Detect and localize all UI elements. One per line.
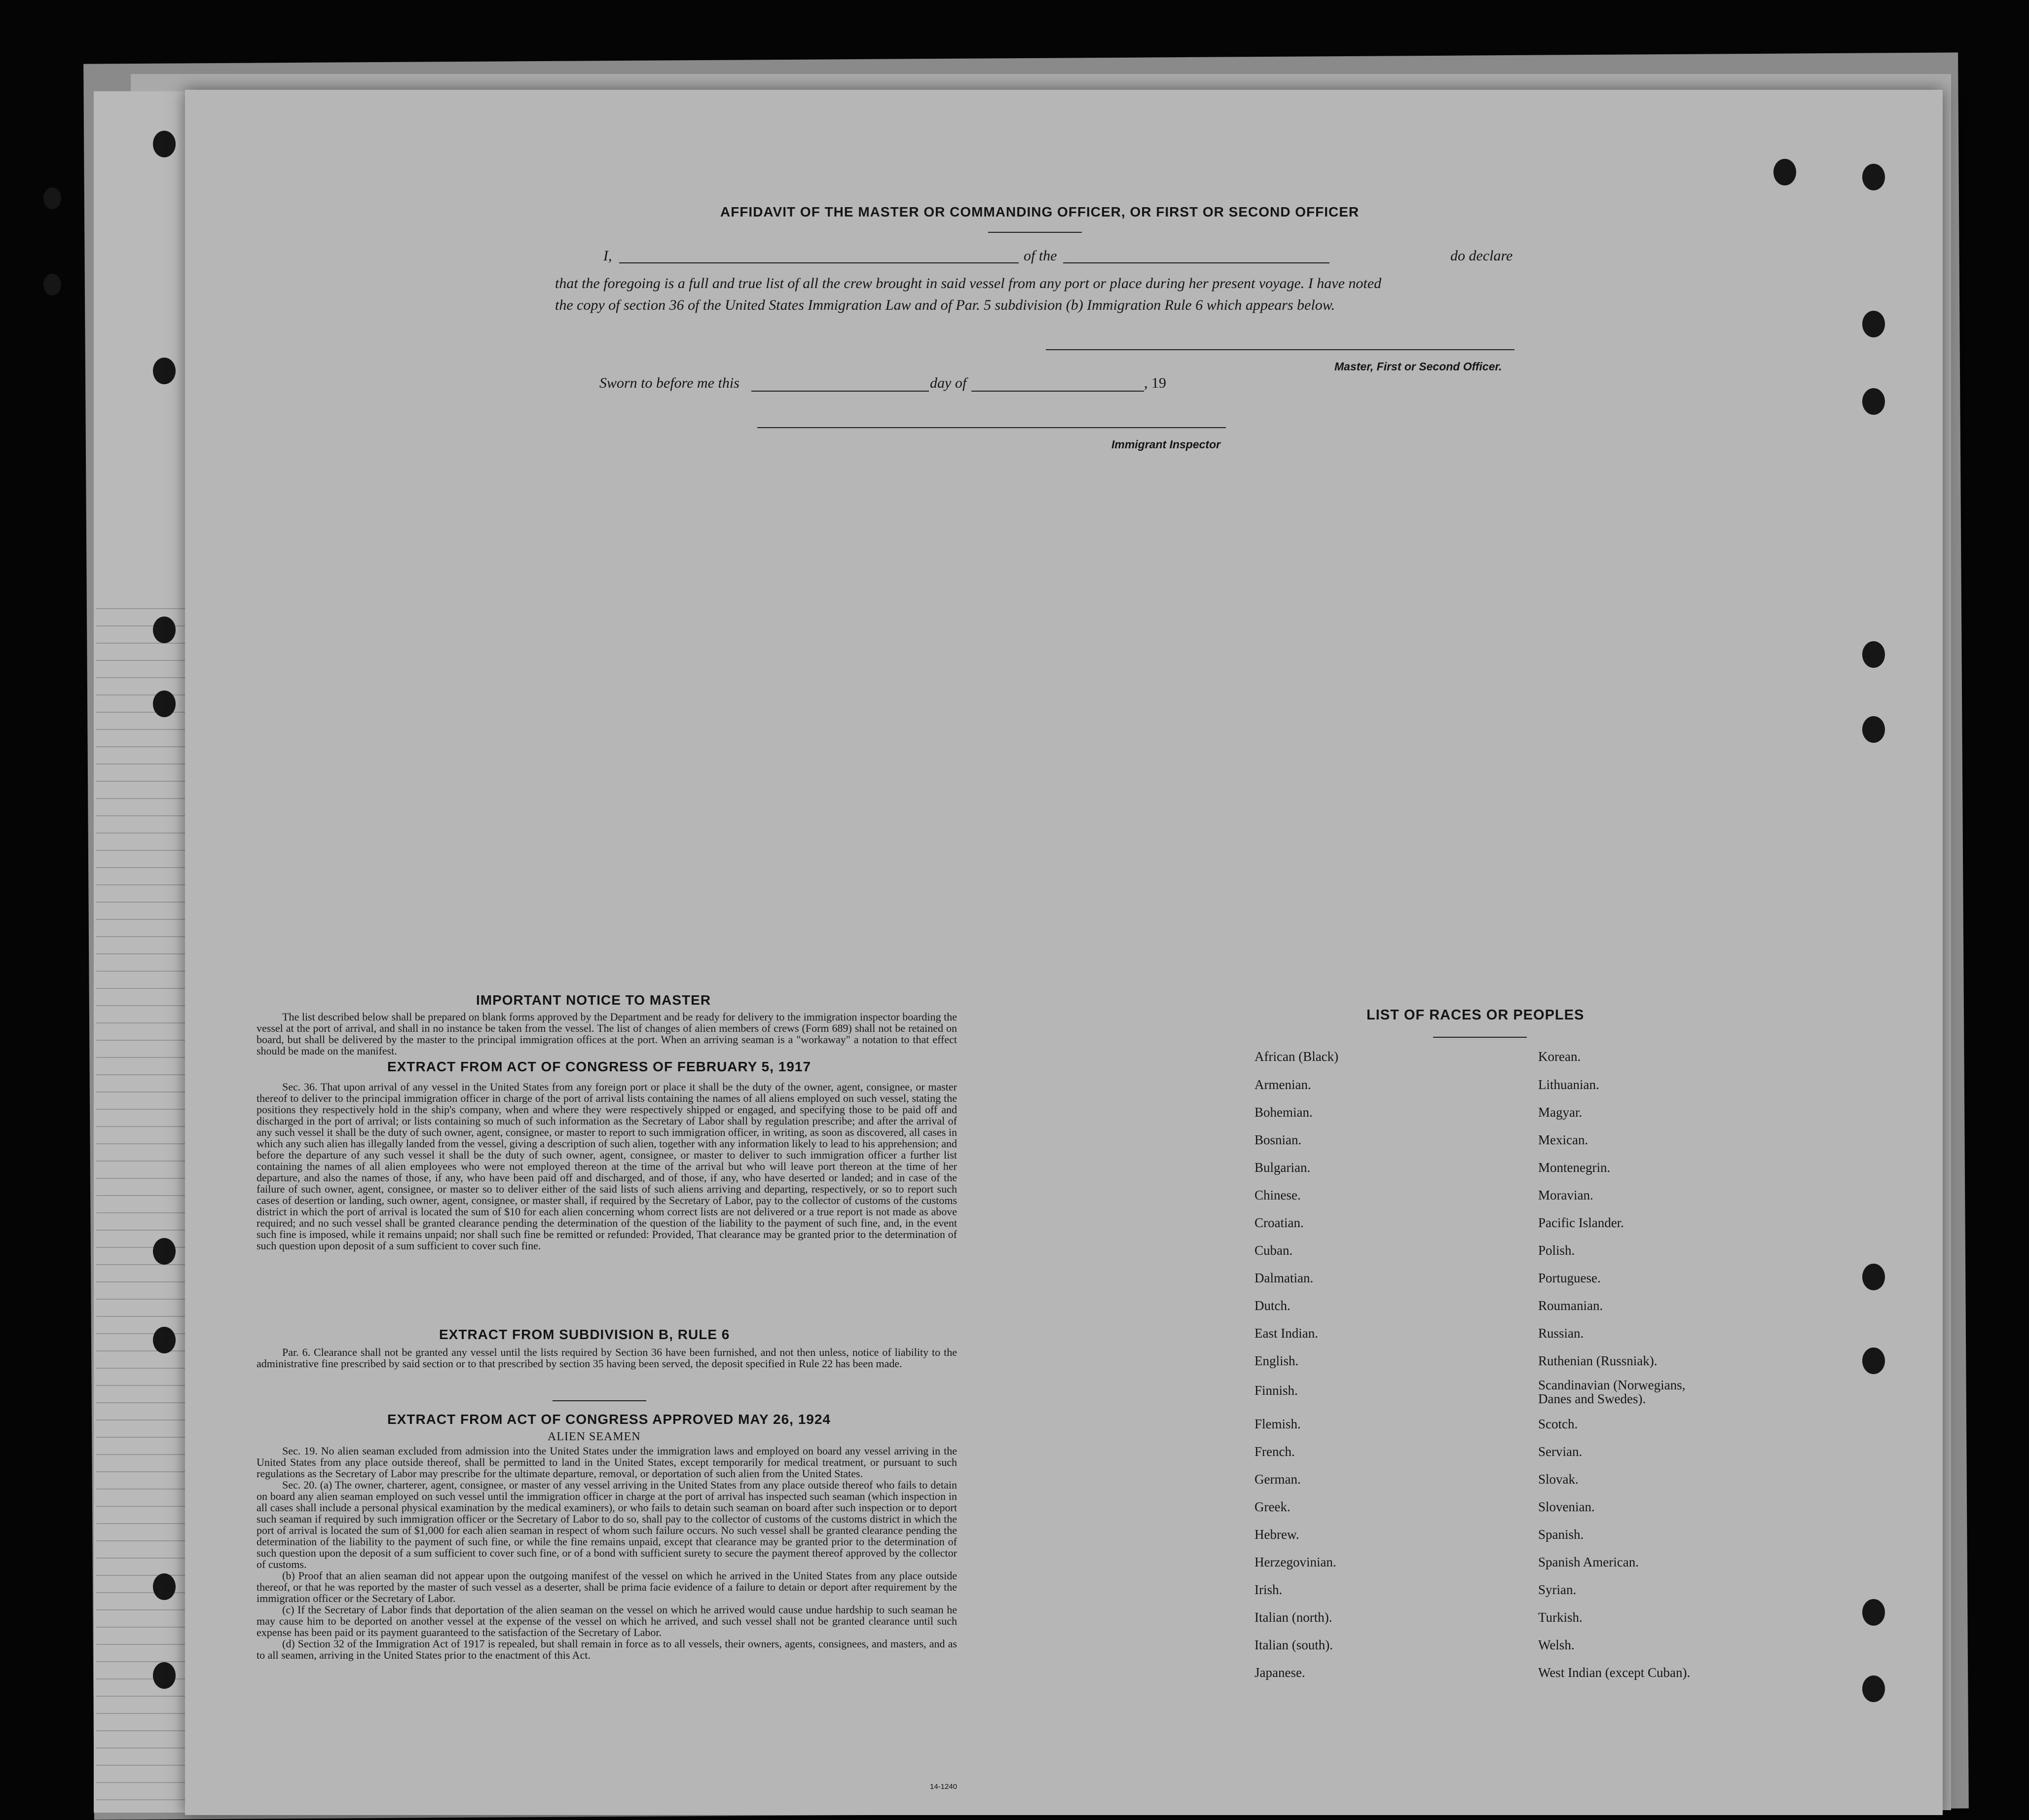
race-item-right: Scotch. [1538,1417,1578,1431]
vessel-blank[interactable] [1063,262,1329,263]
race-item-left: Bulgarian. [1254,1160,1311,1175]
sec-20c-body: (c) If the Secretary of Labor finds that deportation of the alien seaman on the vessel on which he arrived would cause undue hardship to such seaman he may cause him to be deported on another vessel at the expense of the vessel on which he arrived, and such vessel shall not be granted clearance until such expense has been paid or its payment guaranteed to the satisfaction of the Secretary of Labor. [257,1603,957,1638]
extract-1924-title: EXTRACT FROM ACT OF CONGRESS APPROVED MAY 26, 1924 [387,1412,831,1427]
race-item-left: African (Black) [1254,1049,1339,1064]
notice-title: IMPORTANT NOTICE TO MASTER [476,992,711,1008]
punch-hole [1862,388,1885,415]
manifest-page [185,90,1943,1815]
race-item-right: Syrian. [1538,1582,1577,1597]
race-item-right: Lithuanian. [1538,1077,1599,1092]
race-item-right: Ruthenian (Russniak). [1538,1353,1658,1368]
race-item-left: Italian (north). [1254,1610,1332,1625]
punch-hole [1862,716,1885,743]
extract-rule6-title: EXTRACT FROM SUBDIVISION B, RULE 6 [439,1327,730,1342]
race-item-left: Dutch. [1254,1298,1291,1313]
punch-hole [153,1238,176,1265]
race-item-right: Montenegrin. [1538,1160,1611,1175]
sworn-day-blank[interactable] [751,391,929,392]
affidavit-body-2: the copy of section 36 of the United States Immigration Law and of Par. 5 subdivision (b) Immigration Rule 6 which appears below. [555,297,1335,313]
sec-19-paragraph [257,1445,957,1479]
race-item-right: Roumanian. [1538,1298,1603,1313]
race-item-right: Polish. [1538,1243,1575,1258]
race-item-left: Japanese. [1254,1665,1305,1680]
sec-20d-body: (d) Section 32 of the Immigration Act of 1917 is repealed, but shall remain in force as to all vessels, their owners, agents, consignees, and masters, and as to all seamen, arriving in the United States prior to the enactment of this Act. [257,1638,957,1661]
sec-19-body: Sec. 19. No alien seaman excluded from admission into the United States under the immigration laws and employed on board any vessel arriving in the United States from any place outside thereof, shall be permitted to land in the United States, except temporarily for medical treatment, or pursuant to such regulations as the Secretary of Labor may prescribe for the ultimate departure, removal, or deportation of such alien from the United States. [257,1445,957,1480]
inspector-signature-line[interactable] [757,427,1226,428]
form-number: 14-1240 [930,1783,958,1791]
race-item-right: Mexican. [1538,1132,1588,1147]
inspector-caption: Immigrant Inspector [1111,438,1221,451]
punch-hole [153,1662,176,1689]
race-item-right: Slovak. [1538,1472,1579,1487]
sworn-label: Sworn to before me this [599,375,739,391]
affidavit-title: AFFIDAVIT OF THE MASTER OR COMMANDING OFFICER, OR FIRST OR SECOND OFFICER [720,204,1360,219]
race-item-left: Greek. [1254,1499,1291,1514]
affidavit-body-1: that the foregoing is a full and true list of all the crew brought in said vessel from any port or place during her present voyage. I have noted [555,275,1382,291]
race-item-left: Herzegovinian. [1254,1555,1336,1569]
punch-hole [153,617,176,643]
signature-line[interactable] [1046,349,1514,350]
punch-hole [1862,641,1885,668]
par-6-body: Par. 6. Clearance shall not be granted any vessel until the lists required by Section 36 have been furnished, and not then unless, notice of liability to the administrative fine prescribed by said section or to that prescribed by section 35 having been served, the deposit specified in Rule 22 has been made. [257,1346,957,1370]
race-item-right: Russian. [1538,1326,1584,1341]
races-title: LIST OF RACES OR PEOPLES [1366,1007,1585,1023]
sec-20a-paragraph [257,1479,957,1570]
race-item-right: Magyar. [1538,1105,1583,1120]
race-item-left: Croatian. [1254,1215,1304,1230]
race-item-right: Turkish. [1538,1610,1583,1625]
race-item-right: Spanish. [1538,1527,1584,1542]
race-item-right: Moravian. [1538,1188,1593,1202]
race-item-left: Cuban. [1254,1243,1293,1258]
punch-hole [1862,1264,1885,1290]
day-of-label: day of [930,375,967,391]
punch-hole [1862,1347,1885,1374]
notice-body: The list described below shall be prepared on blank forms approved by the Department and be ready for delivery to the immigration inspector boarding the vessel at the port of arrival, and shall in no instance be taken from the vessel. The list of changes of alien members of crews (Form 689) shall not be retained on board, but shall be delivered by the master to the principal immigration offices at the port. When an arriving seaman is a "workaway" a notation to that effect should be made on the manifest. [257,1011,957,1057]
punch-hole [1862,1675,1885,1702]
race-item-left: French. [1254,1444,1295,1459]
race-item-right: Slovenian. [1538,1499,1595,1514]
punch-hole [1862,164,1885,190]
punch-hole [153,691,176,717]
month-blank[interactable] [971,391,1144,392]
race-item-right: Spanish American. [1538,1555,1639,1569]
race-item-left: Hebrew. [1254,1527,1299,1542]
race-item-right: Korean. [1538,1049,1581,1064]
punch-hole [1862,311,1885,337]
race-item-left: Flemish. [1254,1417,1301,1431]
race-item-right: Servian. [1538,1444,1583,1459]
punch-hole [153,131,176,157]
extract-1924-text [257,1445,957,1661]
signature-caption: Master, First or Second Officer. [1334,360,1502,373]
race-item-left: Bohemian. [1254,1105,1313,1120]
race-item-left: Bosnian. [1254,1132,1302,1147]
race-item-right: Pacific Islander. [1538,1215,1624,1230]
sec-20b-paragraph [257,1570,957,1604]
sec-20d-paragraph [257,1638,957,1661]
sec-20a-body: Sec. 20. (a) The owner, charterer, agent, consignee, or master of any vessel arriving in the United States from any place outside thereof who fails to detain on board any alien seaman employed on such vessel until the immigration officer in charge at the port of arrival has inspected such seaman (which inspection in all cases shall include a personal physical examination by the medical examiners), or who fails to detain such seaman on board after such inspection or to deport such seaman if required by such immigration officer or the Secretary of Labor to do so, shall pay to the collector of customs of the customs district in which the port of arrival is located the sum of $1,000 for each alien seaman in respect of whom such failure occurs. No such vessel shall be granted clearance pending the determination of the liability to the payment of such fine, or while the fine remains unpaid, except that clearance may be granted prior to the determination of such question upon the deposit of a sum sufficient to cover such fine, or of a bond with sufficient surety to secure the payment thereof approved by the collector of customs. [257,1479,957,1570]
race-item-right: Welsh. [1538,1638,1575,1652]
race-item-left: Dalmatian. [1254,1271,1314,1285]
title-rule [988,232,1082,233]
punch-hole [153,358,176,384]
ruled-paper-strip [96,592,185,1805]
affidavit-i-label: I, [603,248,612,264]
notice-text [257,1011,957,1056]
race-item-right: West Indian (except Cuban). [1538,1665,1691,1680]
section-rule [553,1400,646,1401]
affidavit-of-the-label: of the [1024,248,1057,264]
races-title-rule [1433,1037,1527,1038]
extract-rule6-text [257,1347,957,1369]
sec-20c-paragraph [257,1604,957,1638]
race-item-left: German. [1254,1472,1301,1487]
year-label: , 19 [1144,375,1166,391]
name-blank[interactable] [619,262,1019,263]
race-item-left: Finnish. [1254,1383,1298,1398]
punch-hole [1773,159,1796,185]
race-item-left: Italian (south). [1254,1638,1333,1652]
affidavit-do-declare: do declare [1450,248,1513,264]
punch-hole [153,1573,176,1600]
race-item-left: Chinese. [1254,1188,1301,1202]
race-item-left: Irish. [1254,1582,1283,1597]
sec-36-body: Sec. 36. That upon arrival of any vessel in the United States from any foreign port or place it shall be the duty of the owner, agent, consignee, or master thereof to deliver to the principal immigration officer in charge of the port of arrival lists containing the names of all aliens employed on such vessel, stating the positions they respectively hold in the ship's company, when and where they were respectively shipped or engaged, and specifying those to be paid off and discharged in the port of arrival; or lists containing so much of such information as the Secretary of Labor shall by regulation prescribe; and after the arrival of any such vessel it shall be the duty of such owner, agent, consignee, or master to report to such immigration officer, in writing, as soon as discovered, all cases in which any such alien has illegally landed from the vessel, giving a description of such alien, together with any information likely to lead to his apprehension; and before the departure of any such vessel it shall be the duty of such owner, agent, consignee, or master to deliver to such immigration officer a further list containing the names of all alien employees who were not employed thereon at the time of the arrival but who will leave port thereon at the time of her departure, and also the names of those, if any, who have been paid off and discharged, and of those, if any, who have deserted or landed; and in case of the failure of such owner, agent, consignee, or master so to deliver either of the said lists of such aliens arriving and departing, respectively, or so to report such cases of desertion or landing, such owner, agent, consignee, or master shall, if required by the Secretary of Labor, pay to the collector of customs of the customs district in which the port of arrival is located the sum of $10 for each alien concerning whom correct lists are not delivered or a true report is not made as above required; and no such vessel shall be granted clearance pending the determination of the question of the liability to the payment of such fine, and, in the event such fine is imposed, while it remains unpaid; nor shall such fine be remitted or refunded: Provided, That clearance may be granted prior to the determination of such question upon deposit of a sum sufficient to cover such fine. [257,1081,957,1252]
punch-hole [1862,1599,1885,1626]
sec-20b-body: (b) Proof that an alien seaman did not appear upon the outgoing manifest of the vessel on which he arrived in the United States from any place outside thereof, or that he was reported by the master of such vessel as a deserter, shall be prima facie evidence of a failure to detain or deport after requirement by the immigration officer or the Secretary of Labor. [257,1569,957,1604]
extract-1917-text [257,1081,957,1251]
punch-hole [153,1327,176,1353]
race-item-right: Scandinavian (Norwegians, Danes and Swedes). [1538,1378,1686,1406]
punch-hole [43,187,61,209]
alien-seamen-subtitle: ALIEN SEAMEN [548,1430,641,1443]
race-item-left: East Indian. [1254,1326,1318,1341]
race-item-left: Armenian. [1254,1077,1311,1092]
race-item-right: Portuguese. [1538,1271,1601,1285]
extract-1917-title: EXTRACT FROM ACT OF CONGRESS OF FEBRUARY 5, 1917 [387,1059,812,1074]
race-item-left: English. [1254,1353,1299,1368]
punch-hole [43,274,61,295]
